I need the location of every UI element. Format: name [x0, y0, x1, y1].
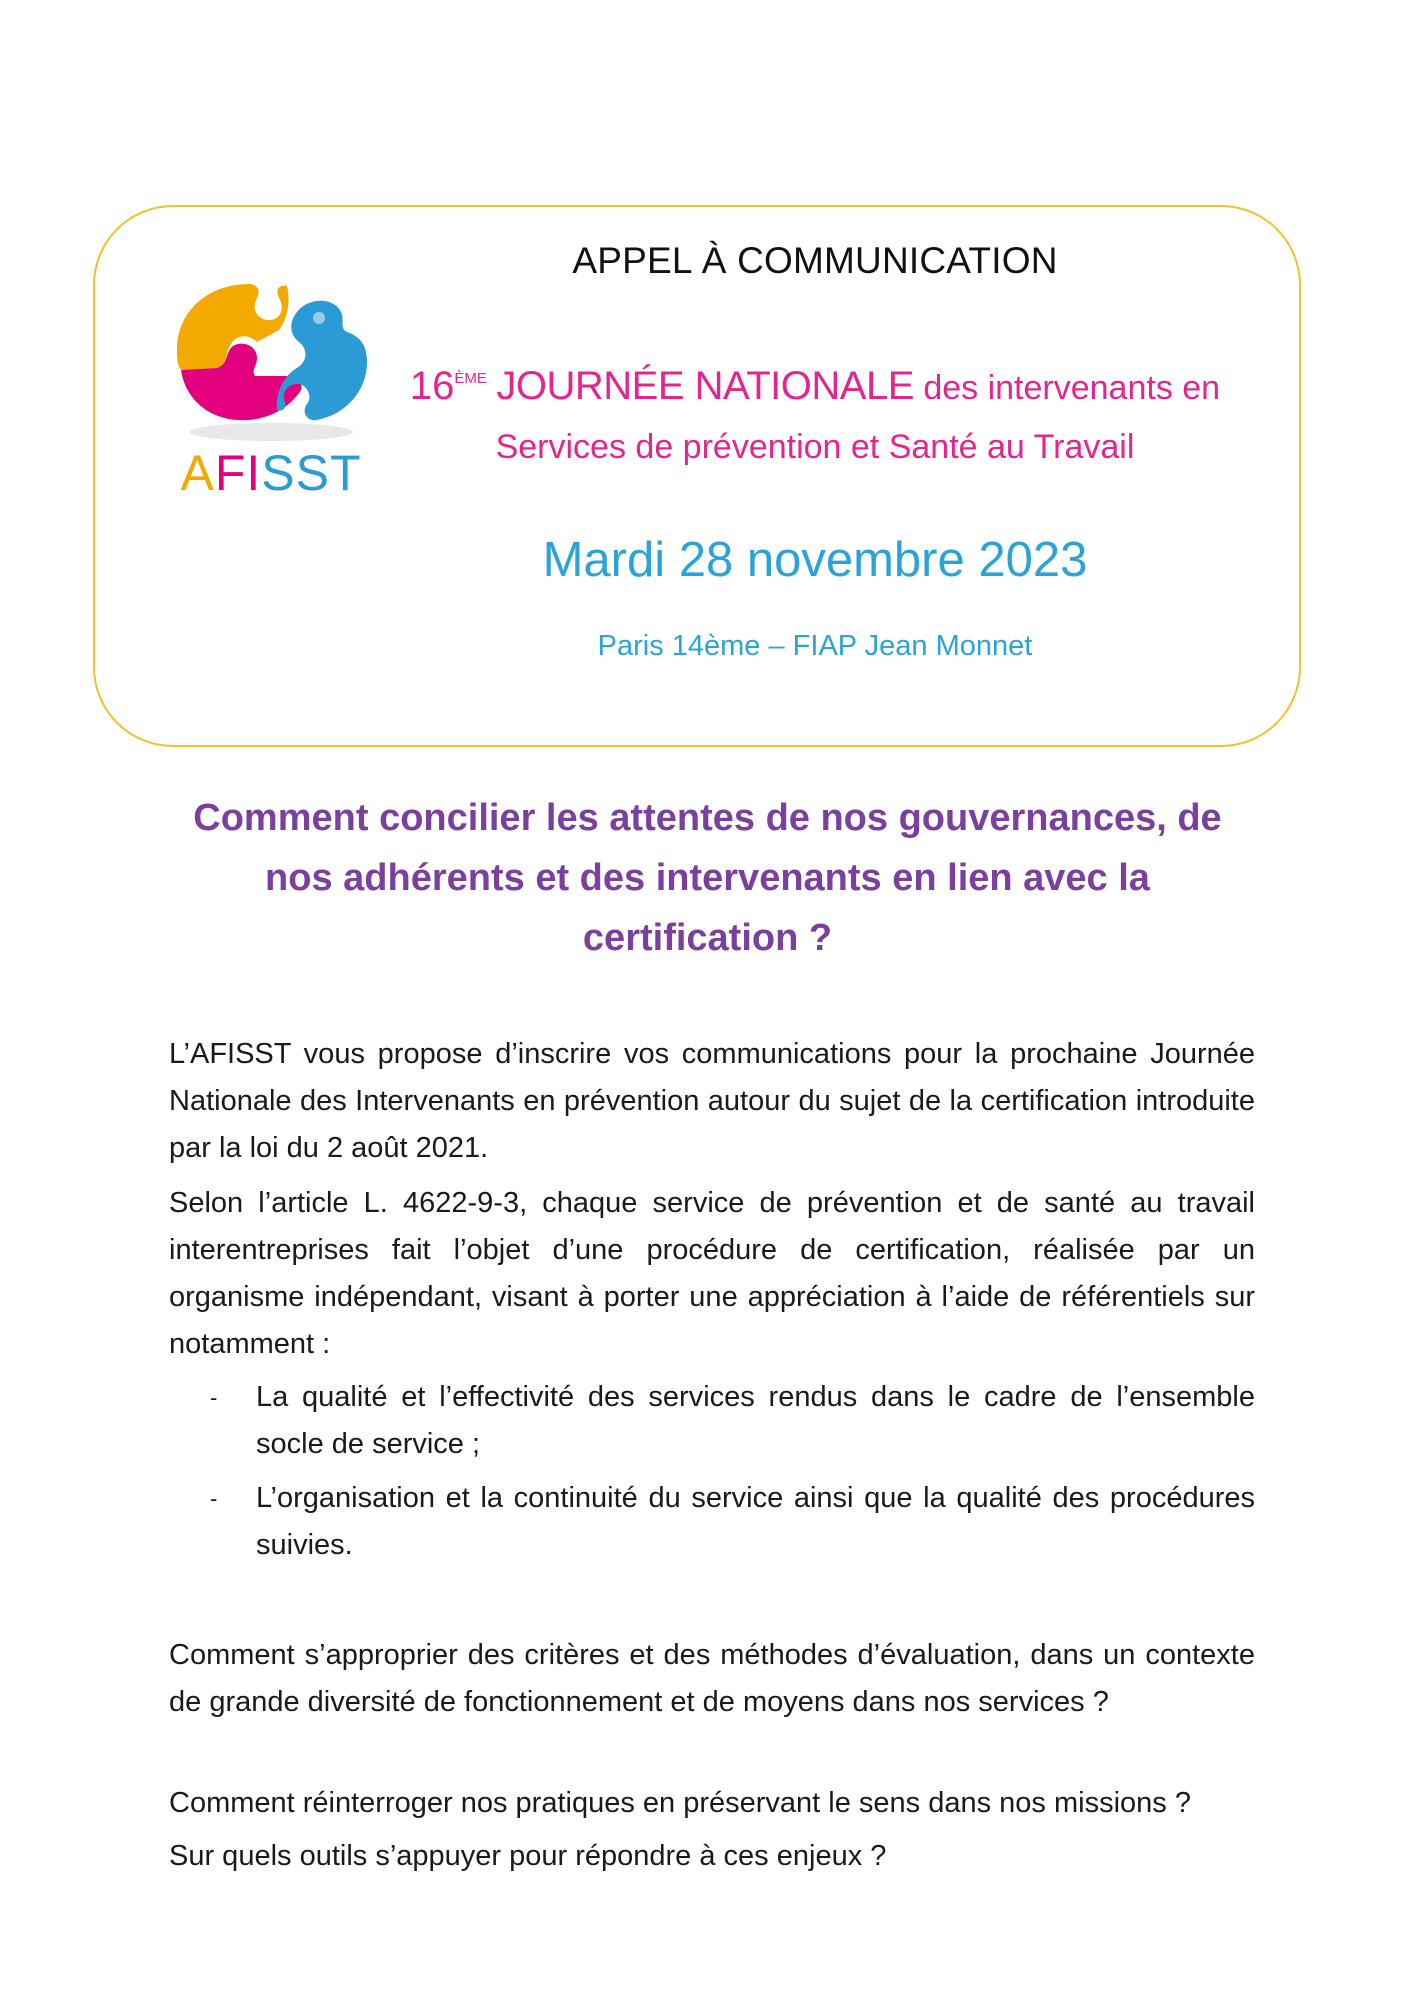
journee-nationale: JOURNÉE NATIONALE [496, 364, 914, 408]
services-subtitle: Services de prévention et Santé au Travail [495, 428, 1135, 466]
logo-letters-fi: FI [214, 445, 262, 501]
logo-letter-a: A [180, 445, 215, 501]
list-item-text: La qualité et l’effectivité des services rendus dans le cadre de l’ensemble socle de service ; [256, 1381, 1255, 1460]
journee-title [385, 362, 1245, 410]
list-item [210, 1475, 1255, 1569]
journee-subtitle: des intervenants en [923, 369, 1221, 407]
event-location: Paris 14ème – FIAP Jean Monnet [597, 630, 1033, 662]
question-line: certification ? [582, 917, 833, 959]
question-paragraph: Comment s’approprier des critères et des méthodes d’évaluation, dans un contexte de grande diversité de fonctionnement et de moyens dans nos services ? [169, 1639, 1255, 1718]
journee-ordinal: ÈME [454, 370, 487, 387]
journee-number: 16 [409, 364, 455, 408]
question-line: Comment concilier les attentes de nos gouvernances, de [193, 797, 1222, 839]
question-line: nos adhérents et des intervenants en lien avec la [265, 857, 1150, 899]
criteria-list [210, 1374, 1255, 1576]
puzzle-logo-icon [157, 272, 385, 448]
question-heading [130, 788, 1285, 968]
bullet-dash: - [210, 1385, 218, 1410]
article-paragraph: Selon l’article L. 4622-9-3, chaque service de prévention et de santé au travail interentreprises fait l’objet d’une procédure de certification, réalisée par un organisme indépendant, visant à porter une appréciation à l’aide de référentiels sur notamment : [169, 1187, 1255, 1360]
event-date: Mardi 28 novembre 2023 [542, 533, 1088, 587]
bullet-dash: - [210, 1486, 218, 1511]
question-paragraph: Sur quels outils s’appuyer pour répondre à ces enjeux ? [169, 1840, 887, 1872]
list-item [210, 1374, 1255, 1468]
question-paragraph: Comment réinterroger nos pratiques en préservant le sens dans nos missions ? [169, 1787, 1191, 1819]
intro-paragraph: L’AFISST vous propose d’inscrire vos communications pour la prochaine Journée Nationale des Intervenants en prévention autour du sujet de la certification introduite par la loi du 2 août 2021. [169, 1038, 1255, 1164]
appel-title: APPEL À COMMUNICATION [572, 240, 1058, 281]
afisst-logo [157, 272, 385, 508]
list-item-text: L’organisation et la continuité du service ainsi que la qualité des procédures suivies. [256, 1482, 1255, 1561]
logo-wordmark [157, 445, 385, 501]
logo-letters-sst: SST [261, 445, 362, 501]
